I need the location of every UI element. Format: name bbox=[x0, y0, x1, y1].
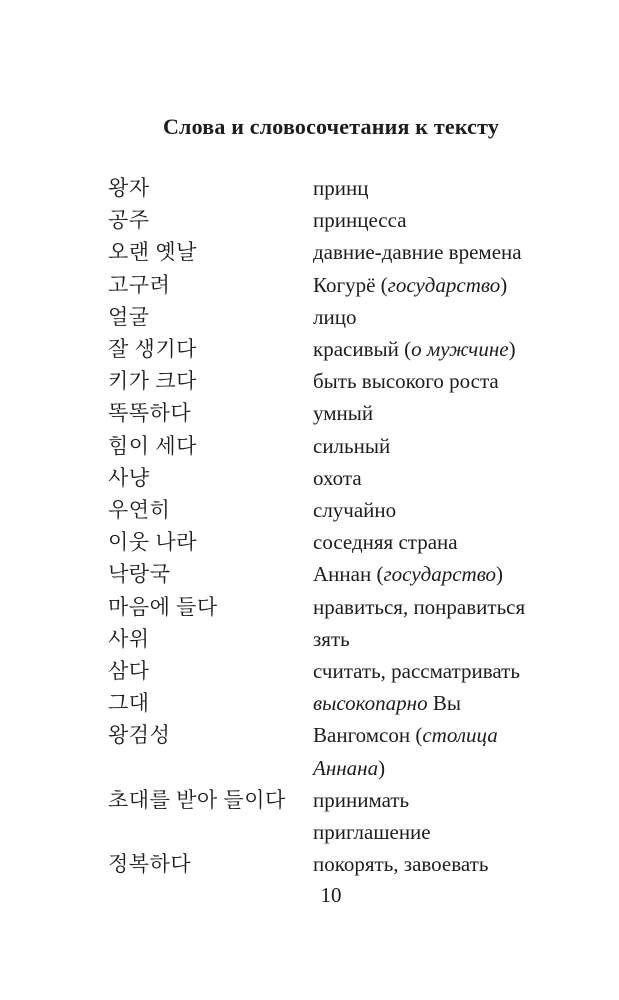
russian-translation bbox=[313, 333, 516, 365]
russian-translation bbox=[313, 301, 356, 333]
russian-translation bbox=[313, 494, 396, 526]
vocab-row bbox=[108, 236, 578, 268]
russian-translation bbox=[313, 430, 390, 462]
korean-term: 그대 bbox=[108, 691, 150, 716]
vocab-row bbox=[108, 365, 578, 397]
korean-term: 키가 크다 bbox=[108, 369, 197, 394]
korean-term: 우연히 bbox=[108, 498, 171, 523]
russian-translation bbox=[313, 591, 525, 623]
russian-translation bbox=[313, 848, 488, 880]
translation-line: быть высокого роста bbox=[313, 369, 499, 394]
translation-line: соседняя страна bbox=[313, 530, 458, 555]
translation-line: принимать bbox=[313, 787, 410, 812]
translation-line: сильный bbox=[313, 433, 391, 458]
translation-line: красивый (о мужчине) bbox=[313, 337, 516, 362]
russian-translation bbox=[313, 269, 507, 301]
page-number: 10 bbox=[320, 883, 342, 907]
russian-translation bbox=[313, 365, 499, 397]
vocab-row bbox=[108, 269, 578, 301]
vocab-row bbox=[108, 397, 578, 429]
translation-line: высокопарно Вы bbox=[313, 691, 461, 716]
russian-translation bbox=[313, 687, 461, 719]
translation-line: нравиться, понравиться bbox=[313, 594, 526, 619]
vocab-row bbox=[108, 591, 578, 623]
translation-line: случайно bbox=[313, 498, 397, 523]
translation-line: покорять, завоевать bbox=[313, 852, 489, 877]
vocabulary-list bbox=[108, 172, 578, 880]
korean-term: 고구려 bbox=[108, 272, 171, 297]
vocab-row bbox=[108, 526, 578, 558]
vocab-row bbox=[108, 558, 578, 590]
vocab-row bbox=[108, 172, 578, 204]
translation-line: умный bbox=[313, 401, 374, 426]
translation-line: Вангомсон (столица bbox=[313, 723, 498, 748]
korean-term: 얼굴 bbox=[108, 304, 150, 329]
korean-term: 잘 생기다 bbox=[108, 337, 197, 362]
translation-line: принцесса bbox=[313, 208, 407, 233]
russian-translation bbox=[313, 784, 431, 848]
vocab-row bbox=[108, 462, 578, 494]
vocab-row bbox=[108, 784, 578, 848]
vocab-row bbox=[108, 687, 578, 719]
korean-term: 낙랑국 bbox=[108, 562, 171, 587]
korean-term: 삼다 bbox=[108, 659, 150, 684]
vocab-row bbox=[108, 333, 578, 365]
translation-line: Когурё (государство) bbox=[313, 272, 508, 297]
translation-line: охота bbox=[313, 465, 362, 490]
russian-translation bbox=[313, 172, 368, 204]
russian-translation bbox=[313, 655, 520, 687]
korean-term: 마음에 들다 bbox=[108, 594, 218, 619]
korean-term: 힘이 세다 bbox=[108, 433, 197, 458]
russian-translation bbox=[313, 236, 522, 268]
korean-term: 오랜 옛날 bbox=[108, 240, 197, 265]
korean-term: 왕검성 bbox=[108, 723, 171, 748]
korean-term: 정복하다 bbox=[108, 852, 192, 877]
russian-translation bbox=[313, 397, 373, 429]
korean-term: 사위 bbox=[108, 626, 150, 651]
translation-line: считать, рассматривать bbox=[313, 659, 520, 684]
vocab-row bbox=[108, 719, 578, 783]
vocab-row bbox=[108, 204, 578, 236]
korean-term: 사냥 bbox=[108, 465, 150, 490]
korean-term: 왕자 bbox=[108, 176, 150, 200]
vocab-row bbox=[108, 655, 578, 687]
russian-translation bbox=[313, 623, 350, 655]
vocab-row bbox=[108, 848, 578, 880]
page-title: Слова и словосочетания к тексту bbox=[162, 114, 500, 139]
translation-line: давние-давние времена bbox=[313, 240, 522, 265]
vocab-row bbox=[108, 430, 578, 462]
russian-translation bbox=[313, 462, 362, 494]
russian-translation bbox=[313, 204, 407, 236]
translation-line: принц bbox=[313, 176, 369, 200]
russian-translation bbox=[313, 558, 503, 590]
korean-term: 초대를 받아 들이다 bbox=[108, 787, 286, 812]
translation-line: Аннан (государство) bbox=[313, 562, 504, 587]
vocab-row bbox=[108, 623, 578, 655]
vocab-row bbox=[108, 494, 578, 526]
korean-term: 똑똑하다 bbox=[108, 401, 192, 426]
translation-line: лицо bbox=[313, 304, 357, 329]
russian-translation bbox=[313, 719, 498, 783]
translation-line: зять bbox=[313, 626, 350, 651]
korean-term: 이웃 나라 bbox=[108, 530, 197, 555]
vocab-row bbox=[108, 301, 578, 333]
translation-line: Аннана) bbox=[313, 755, 386, 780]
korean-term: 공주 bbox=[108, 208, 150, 233]
russian-translation bbox=[313, 526, 458, 558]
translation-line: приглашение bbox=[313, 820, 431, 845]
